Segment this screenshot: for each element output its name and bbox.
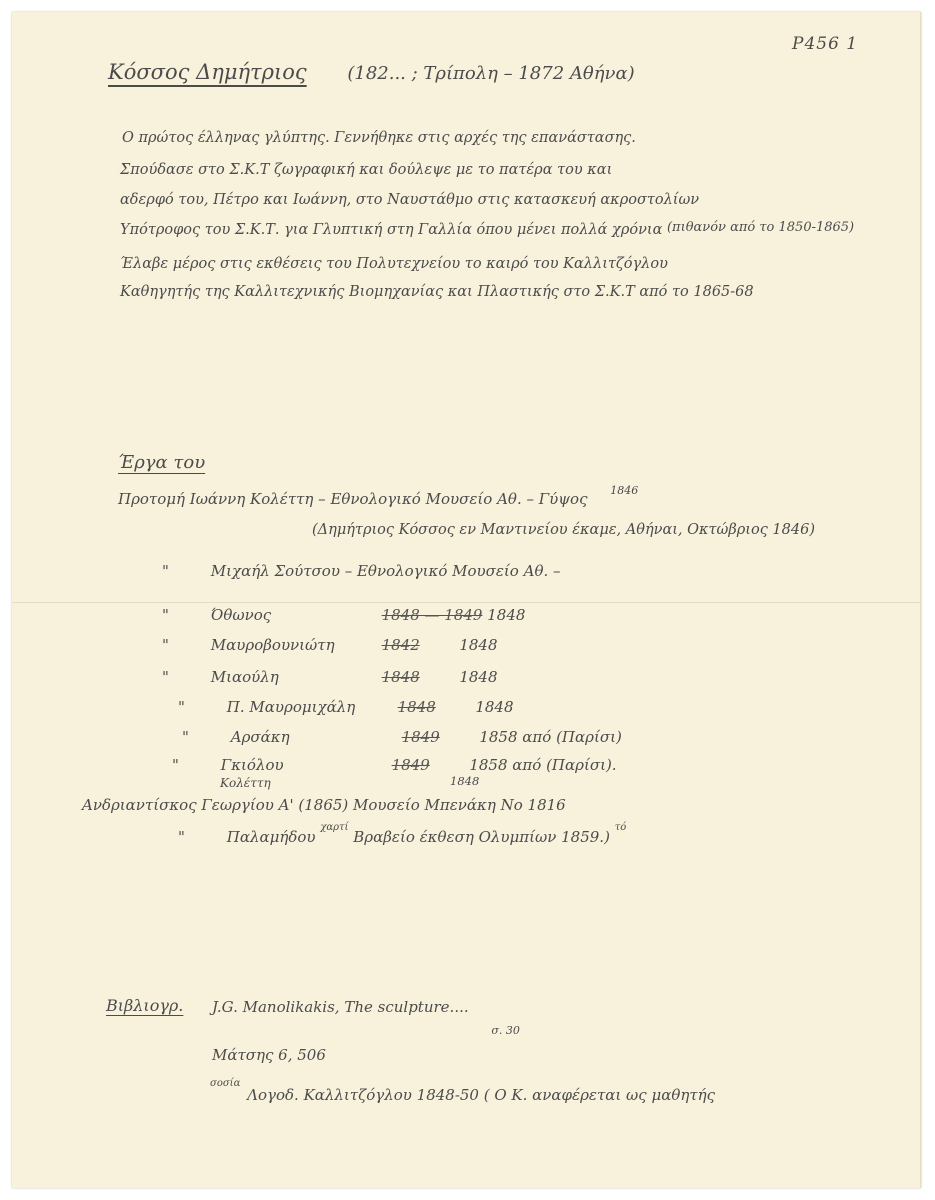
work-item bbox=[172, 756, 617, 774]
struck-date: 1848 bbox=[381, 668, 420, 686]
ditto-mark: " bbox=[162, 668, 169, 686]
bio-line-text: Υπότροφος του Σ.Κ.Τ. για Γλυπτική στη Γαλλία όπου μένει πολλά χρόνια bbox=[120, 222, 663, 238]
work-title: Όθωνος bbox=[210, 606, 272, 624]
ditto-mark: " bbox=[172, 756, 179, 774]
work-note: από (Παρίσι) bbox=[522, 728, 622, 746]
struck-date: 1849 bbox=[401, 728, 440, 746]
work-title: Μαυροβουνιώτη bbox=[210, 636, 335, 654]
page-title bbox=[108, 60, 635, 84]
work-year: 1858 bbox=[479, 728, 518, 746]
work-title: Αρσάκη bbox=[230, 728, 290, 746]
work-title: Μιαούλη bbox=[210, 668, 279, 686]
work-item: Ανδριαντίσκος Γεωργίου Α' (1865) Μουσείο Μπενάκη Νο 1816 bbox=[82, 796, 566, 814]
works-heading: Έργα του bbox=[118, 452, 206, 473]
work-inscription: (Δημήτριος Κόσσος εν Μαντινείου έκαμε, Αθήναι, Οκτώβριος 1846) bbox=[312, 522, 815, 538]
bio-line-note: (πιθανόν από το 1850-1865) bbox=[666, 220, 855, 235]
work-year-note: 1848 bbox=[450, 774, 480, 788]
work-note: τό bbox=[614, 822, 627, 833]
work-note: 1846 bbox=[610, 484, 639, 497]
struck-date: 1849 bbox=[391, 756, 430, 774]
work-title: Γκιόλου bbox=[220, 756, 284, 774]
ditto-mark: " bbox=[162, 606, 169, 624]
bibliography-text: J.G. Manolikakis, The sculpture.... bbox=[212, 998, 469, 1016]
page-fold bbox=[12, 602, 920, 603]
work-year: 1848 bbox=[487, 606, 526, 624]
work-item bbox=[162, 636, 498, 654]
work-year: 1848 bbox=[475, 698, 514, 716]
struck-date: 1842 bbox=[381, 636, 420, 654]
work-year: 1848 bbox=[459, 636, 498, 654]
work-title: Προτομή Ιωάννη Κολέττη – Εθνολογικό Μουσείο Αθ. – Γύψος bbox=[118, 490, 588, 508]
work-title: Παλαμήδου bbox=[226, 828, 316, 846]
bibliography-note: σοσία bbox=[210, 1078, 241, 1089]
work-item bbox=[178, 698, 514, 716]
bio-line: Σπούδασε στο Σ.Κ.Τ ζωγραφική και δούλεψε με το πατέρα του και bbox=[120, 162, 613, 178]
work-subtitle: Κολέττη bbox=[220, 776, 271, 790]
work-year: 1858 bbox=[469, 756, 508, 774]
work-description: Βραβείο έκθεση Ολυμπίων 1859.) bbox=[353, 828, 610, 846]
artist-dates: (182... ; Τρίπολη – 1872 Αθήνα) bbox=[347, 63, 635, 84]
ditto-mark: " bbox=[162, 562, 169, 580]
ditto-mark: " bbox=[162, 636, 169, 654]
work-item bbox=[162, 562, 561, 580]
work-item bbox=[118, 484, 639, 508]
work-item bbox=[162, 668, 498, 686]
bibliography-heading: Βιβλιογρ. bbox=[106, 996, 184, 1015]
bio-line: αδερφό του, Πέτρο και Ιωάννη, στο Ναυστάθμο στις κατασκευή ακροστολίων bbox=[120, 192, 700, 208]
ditto-mark: " bbox=[178, 698, 185, 716]
bio-line: Καθηγητής της Καλλιτεχνικής Βιομηχανίας και Πλαστικής στο Σ.Κ.Τ από το 1865-68 bbox=[120, 284, 754, 300]
struck-date: 1848 bbox=[397, 698, 436, 716]
bio-line: Έλαβε μέρος στις εκθέσεις του Πολυτεχνείου το καιρό του Καλλιτζόγλου bbox=[120, 256, 668, 272]
work-item bbox=[162, 606, 525, 624]
page-reference: P456 1 bbox=[792, 34, 859, 54]
struck-date: 1848 — 1849 bbox=[381, 606, 483, 624]
ditto-mark: " bbox=[178, 828, 185, 846]
work-year: 1848 bbox=[459, 668, 498, 686]
bio-line: Ο πρώτος έλληνας γλύπτης. Γεννήθηκε στις αρχές της επανάστασης. bbox=[122, 130, 636, 146]
artist-name: Κόσσος Δημήτριος bbox=[108, 60, 307, 84]
work-note: χαρτί bbox=[320, 822, 349, 833]
bibliography-text: Λογοδ. Καλλιτζόγλου 1848-50 ( Ο Κ. αναφέρεται ως μαθητής bbox=[247, 1086, 716, 1104]
bibliography-entry: Μάτσης 6, 506 bbox=[212, 1046, 326, 1064]
document-page bbox=[12, 12, 921, 1188]
ditto-mark: " bbox=[182, 728, 189, 746]
bibliography-page: σ. 30 bbox=[491, 1024, 520, 1037]
bio-line bbox=[120, 222, 854, 238]
work-title: Π. Μαυρομιχάλη bbox=[226, 698, 356, 716]
work-item bbox=[182, 728, 622, 746]
work-title: Μιχαήλ Σούτσου – Εθνολογικό Μουσείο Αθ. – bbox=[210, 562, 561, 580]
work-note: από (Παρίσι). bbox=[512, 756, 617, 774]
